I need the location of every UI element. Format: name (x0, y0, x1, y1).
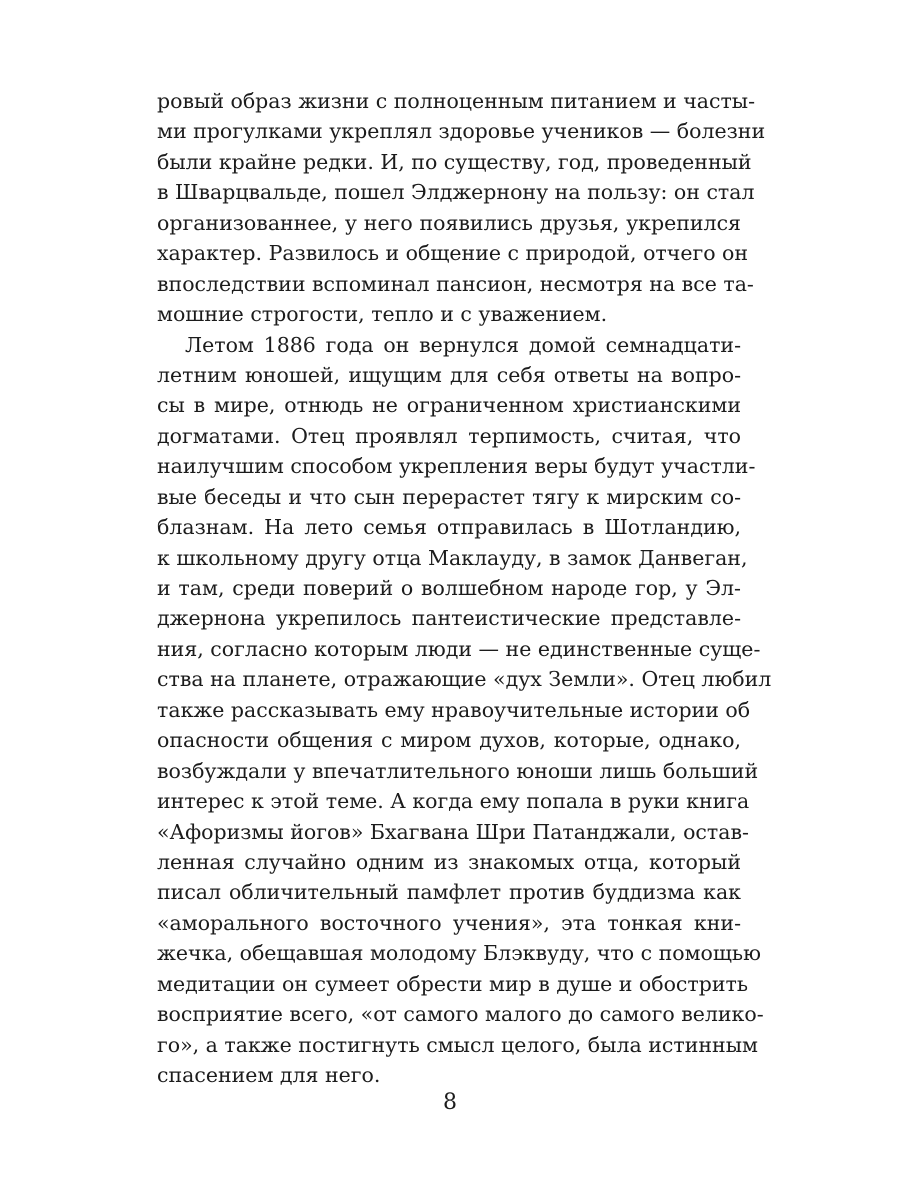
text-line: были крайне редки. И, по существу, год, проведенный (157, 149, 752, 174)
text-line: восприятие всего, «от самого малого до самого велико- (157, 1002, 764, 1027)
text-line: блазнам. На лето семья отправилась в Шотландию, (157, 515, 741, 540)
text-line: медитации он сумеет обрести мир в душе и обострить (157, 971, 749, 996)
text-line: жечка, обещавшая молодому Блэквуду, что с помощью (157, 941, 761, 966)
text-line: «аморального восточного учения», эта тонкая кни- (157, 910, 741, 935)
text-line: ровый образ жизни с полноценным питанием и часты- (157, 89, 756, 113)
text-line: в Шварцвальде, пошел Элджернону на пользу: он стал (157, 180, 755, 205)
paragraph (157, 86, 766, 330)
text-line: организованнее, у него появились друзья, укрепился (157, 210, 741, 235)
text-line: ства на планете, отражающие «дух Земли». Отец любил (157, 667, 772, 692)
text-line: го», а также постигнуть смысл целого, была истинным (157, 1032, 758, 1057)
text-line: интерес к этой теме. А когда ему попала в руки книга (157, 789, 750, 814)
body-text (157, 86, 772, 1090)
text-line: спасением для него. (157, 1063, 381, 1087)
text-line: вые беседы и что сын перерастет тягу к мирским со- (157, 484, 741, 509)
text-line: писал обличительный памфлет против буддизма как (157, 880, 741, 905)
text-line: опасности общения с миром духов, которые, однако, (157, 728, 741, 753)
text-line: «Афоризмы йогов» Бхагвана Шри Патанджали, остав- (157, 819, 749, 844)
text-line: ния, согласно которым люди — не единственные суще- (157, 636, 761, 661)
text-line: характер. Развилось и общение с природой, отчего он (157, 241, 749, 266)
text-line: догматами. Отец проявлял терпимость, считая, что (157, 423, 741, 448)
page-number: 8 (443, 1090, 457, 1115)
paragraph (157, 330, 772, 1091)
text-line: летним юношей, ищущим для себя ответы на вопро- (157, 362, 741, 387)
text-line: наилучшим способом укрепления веры будут участли- (157, 454, 756, 479)
text-line: ми прогулками укреплял здоровье учеников — болезни (157, 119, 766, 144)
text-line: сы в мире, отнюдь не ограниченном христианскими (157, 393, 741, 418)
text-line: также рассказывать ему нравоучительные истории об (157, 697, 751, 722)
text-line: впоследствии вспоминал пансион, несмотря на все та- (157, 271, 754, 296)
text-line: к школьному другу отца Маклауду, в замок Данвеган, (157, 545, 748, 570)
text-line: джернона укрепилось пантеистические представле- (157, 606, 741, 631)
text-line: возбуждали у впечатлительного юноши лишь больший (157, 758, 759, 783)
text-line: мошние строгости, тепло и с уважением. (157, 302, 608, 327)
text-line: ленная случайно одним из знакомых отца, который (157, 849, 741, 874)
text-line: Летом 1886 года он вернулся домой семнадцати- (185, 332, 741, 357)
text-line: и там, среди поверий о волшебном народе гор, у Эл- (157, 576, 741, 600)
